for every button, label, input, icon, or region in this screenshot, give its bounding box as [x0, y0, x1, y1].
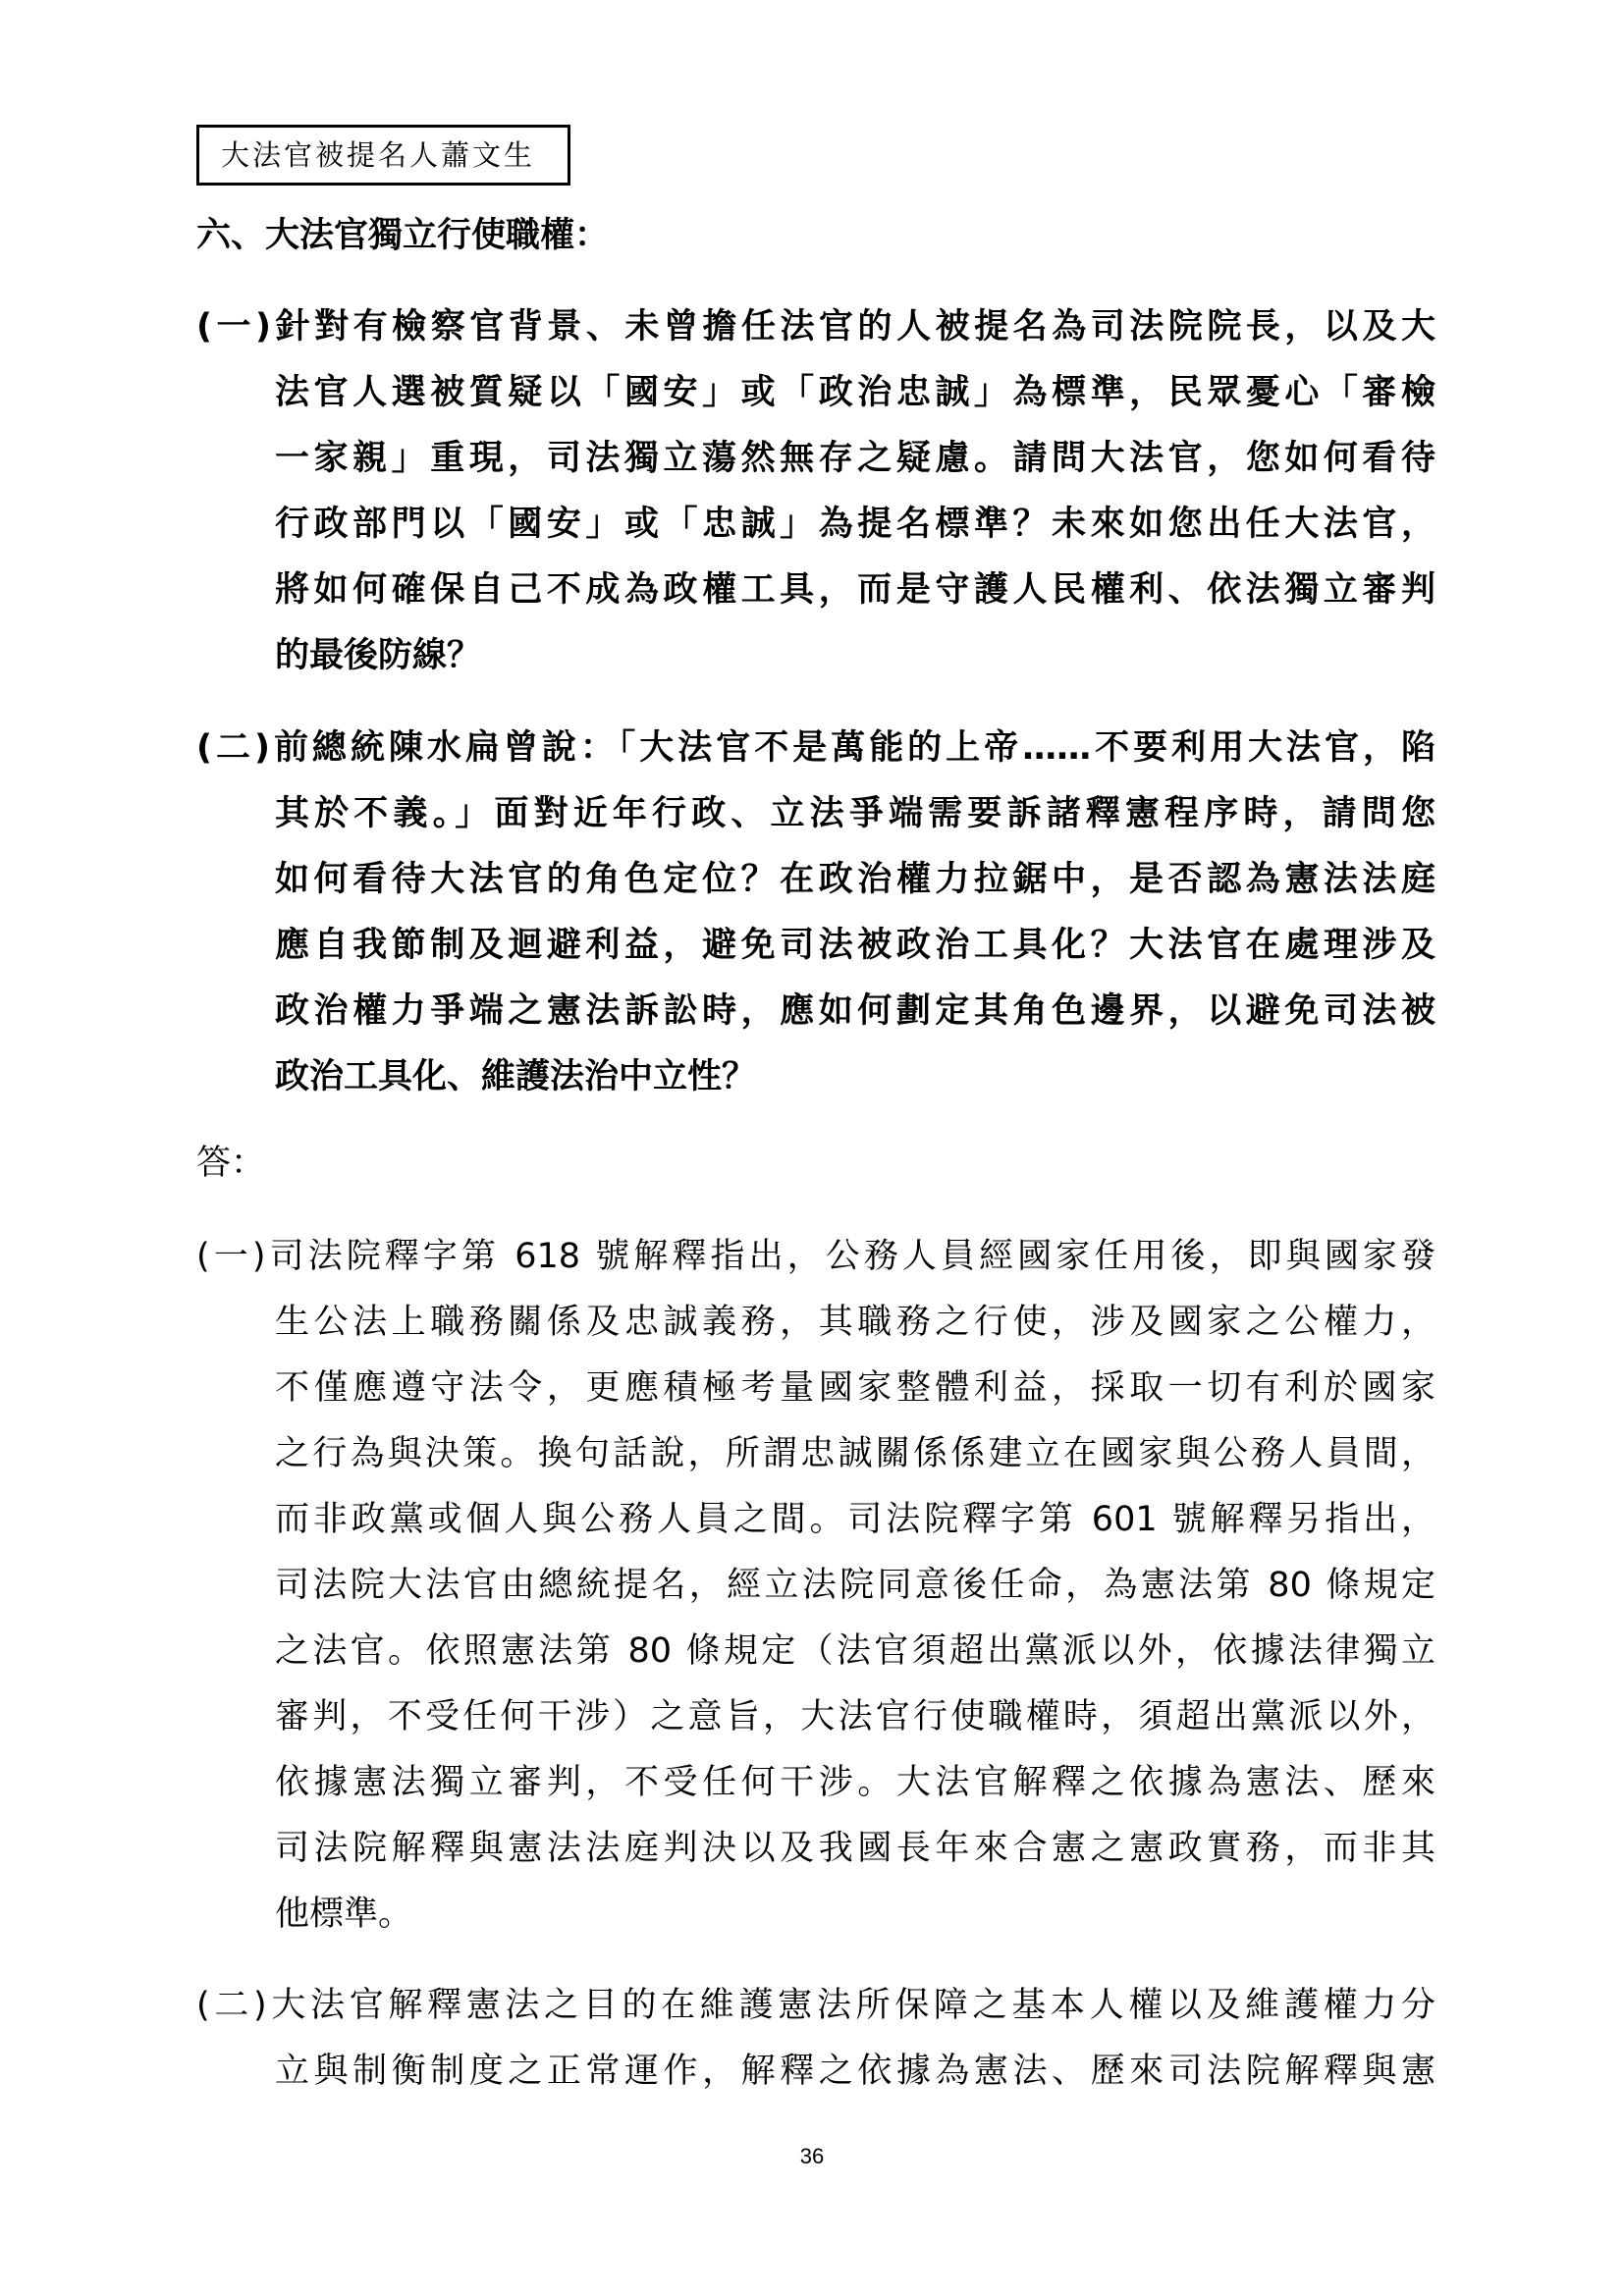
- text-line: (一)針對有檢察官背景、未曾擔任法官的人被提名為司法院院長，以及大: [196, 307, 1435, 347]
- text-line: 行政部門以「國安」或「忠誠」為提名標準？未來如您出任大法官，: [275, 505, 1435, 544]
- text-line: 依據憲法獨立審判，不受任何干涉。大法官解釋之依據為憲法、歷來: [275, 1763, 1435, 1802]
- section-heading: 六、大法官獨立行使職權：: [196, 216, 610, 255]
- text-line: 司法院大法官由總統提名，經立法院同意後任命，為憲法第 80 條規定: [275, 1566, 1435, 1605]
- text-line: 司法院解釋與憲法法庭判決以及我國長年來合憲之憲政實務，而非其: [275, 1829, 1435, 1868]
- text-line: 立與制衡制度之正常運作，解釋之依據為憲法、歷來司法院解釋與憲: [275, 2052, 1435, 2091]
- nominee-label: 大法官被提名人蕭文生: [221, 138, 536, 172]
- text-line: 之行為與決策。換句話說，所謂忠誠關係係建立在國家與公務人員間，: [275, 1434, 1435, 1473]
- text-line: 政治權力爭端之憲法訴訟時，應如何劃定其角色邊界，以避免司法被: [275, 991, 1435, 1031]
- page-number: 36: [799, 2144, 825, 2168]
- text-line: 之法官。依照憲法第 80 條規定（法官須超出黨派以外，依據法律獨立: [275, 1631, 1435, 1671]
- text-line: (二)前總統陳水扁曾說：「大法官不是萬能的上帝……不要利用大法官，陷: [196, 728, 1435, 768]
- text-line: 應自我節制及迴避利益，避免司法被政治工具化？大法官在處理涉及: [275, 926, 1435, 965]
- text-line: 的最後防線？: [275, 636, 482, 675]
- text-line: 不僅應遵守法令，更應積極考量國家整體利益，採取一切有利於國家: [275, 1368, 1435, 1408]
- text-line: 將如何確保自己不成為政權工具，而是守護人民權利、依法獨立審判: [275, 570, 1435, 610]
- text-line: 如何看待大法官的角色定位？在政治權力拉鋸中，是否認為憲法法庭: [275, 860, 1435, 899]
- text-line: (二)大法官解釋憲法之目的在維護憲法所保障之基本人權以及維護權力分: [196, 1986, 1435, 2025]
- text-line: 生公法上職務關係及忠誠義務，其職務之行使，涉及國家之公權力，: [275, 1303, 1435, 1342]
- answer-label: 答：: [196, 1144, 266, 1183]
- text-line: 審判，不受任何干涉）之意旨，大法官行使職權時，須超出黨派以外，: [275, 1697, 1435, 1736]
- nominee-label-box: [196, 125, 570, 186]
- text-line: 而非政黨或個人與公務人員之間。司法院釋字第 601 號解釋另指出，: [275, 1500, 1435, 1539]
- text-line: 其於不義。」面對近年行政、立法爭端需要訴諸釋憲程序時，請問您: [275, 794, 1435, 833]
- text-line: (一)司法院釋字第 618 號解釋指出，公務人員經國家任用後，即與國家發: [196, 1237, 1435, 1276]
- text-line: 法官人選被質疑以「國安」或「政治忠誠」為標準，民眾憂心「審檢: [275, 373, 1435, 412]
- text-line: 政治工具化、維護法治中立性？: [275, 1057, 757, 1096]
- text-line: 他標準。: [275, 1895, 413, 1934]
- text-line: 一家親」重現，司法獨立蕩然無存之疑慮。請問大法官，您如何看待: [275, 439, 1435, 478]
